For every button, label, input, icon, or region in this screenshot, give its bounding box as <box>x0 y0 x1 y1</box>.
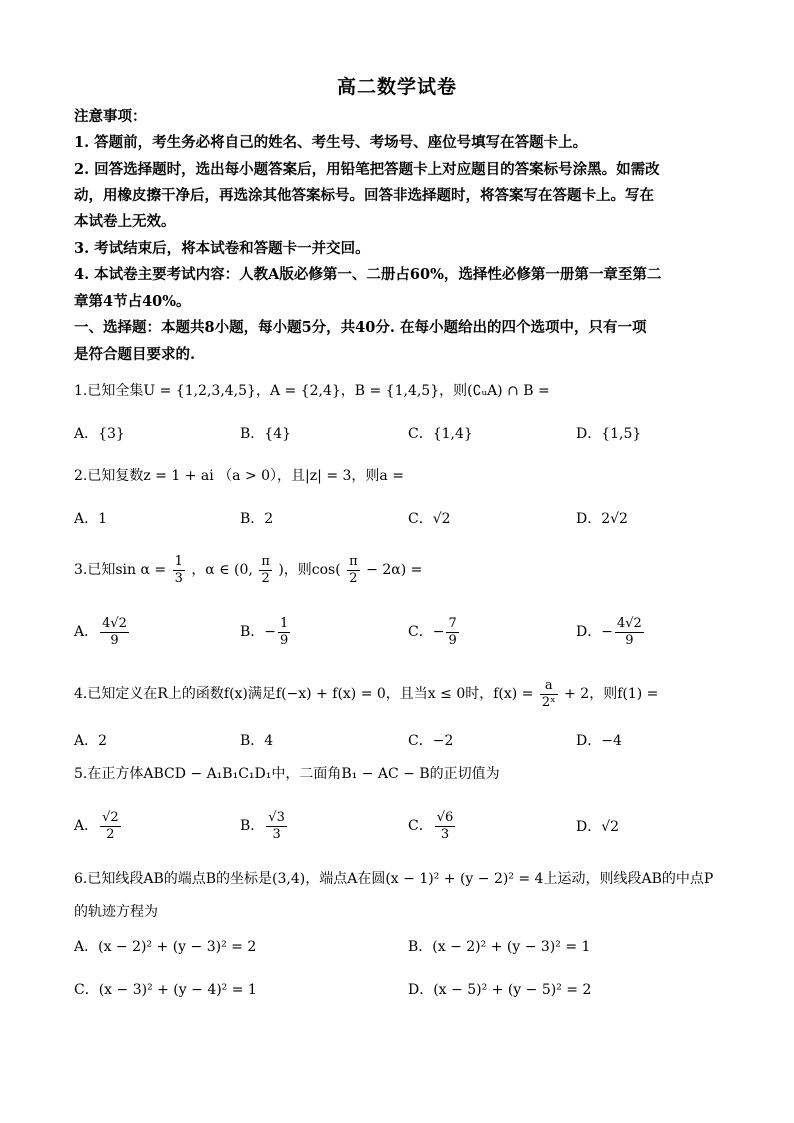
q1-option-c: C．{1,4} <box>408 426 473 442</box>
q2-option-d: D．2√2 <box>576 511 628 527</box>
q5-option-b <box>240 808 289 844</box>
fraction-denominator: 3 <box>440 826 450 842</box>
q4-stem-prefix: 4.已知定义在R上的函数f(x)满足f(−x) + f(x) = 0，且当x ≤ 0时，f(x) = <box>74 686 534 702</box>
fraction-numerator: √3 <box>268 809 285 825</box>
fraction-denominator: 9 <box>110 632 119 648</box>
option-sign: − <box>601 624 613 640</box>
fraction-numerator: √2 <box>102 809 119 825</box>
q2-option-a: A．1 <box>74 511 108 527</box>
section-heading: 一、选择题：本题共8小题，每小题5分，共40分. 在每小题给出的四个选项中，只有一项 <box>74 319 647 336</box>
fraction-numerator: a <box>540 678 558 695</box>
fraction-denominator: 9 <box>625 632 634 648</box>
q3-stem-fraction-2 <box>259 554 272 587</box>
option-label: A． <box>74 818 99 834</box>
option-fraction <box>100 810 121 843</box>
fraction-denominator: 9 <box>280 632 289 648</box>
notice-line: 4. 本试卷主要考试内容：人教A版必修第一、二册占60%，选择性必修第一册第一章至第二 <box>74 266 662 283</box>
q4-option-c: C．−2 <box>408 733 454 749</box>
q4-option-a: A．2 <box>74 733 108 749</box>
q3-stem-mid: ，α ∈ (0, <box>191 562 253 578</box>
question-5-stem: 5.在正方体ABCD − A₁B₁C₁D₁中，二面角B₁ − AC − B的正切值为 <box>74 766 500 782</box>
option-value: √2 <box>601 819 620 835</box>
option-fraction <box>266 810 287 843</box>
question-1-stem: 1.已知全集U = {1,2,3,4,5}，A = {2,4}，B = {1,4,5}，则(∁ᵤA) ∩ B = <box>74 383 550 399</box>
notice-line: 2. 回答选择题时，选出每小题答案后，用铅笔把答题卡上对应题目的答案标号涂黑。如需改 <box>74 161 660 178</box>
question-4-stem <box>74 676 724 712</box>
notice-line: 3. 考试结束后，将本试卷和答题卡一并交回。 <box>74 240 370 257</box>
section-heading-cont: 是符合题目要求的. <box>74 346 196 363</box>
q5-option-d <box>576 816 619 838</box>
fraction-denominator: 3 <box>174 570 183 586</box>
option-label: D． <box>576 819 602 835</box>
notice-line: 1. 答题前，考生务必将自己的姓名、考生号、考场号、座位号填写在答题卡上。 <box>74 134 588 151</box>
option-fraction <box>446 616 458 649</box>
notice-line: 本试卷上无效。 <box>74 213 176 230</box>
fraction-denominator: 2 <box>261 570 270 586</box>
q3-stem-suffix: − 2α) = <box>366 562 423 578</box>
fraction-denominator: 2ˣ <box>541 694 556 710</box>
option-label: C． <box>408 818 433 834</box>
notice-line: 动，用橡皮擦干净后，再选涂其他答案标号。回答非选择题时，将答案写在答题卡上。写在 <box>74 187 654 204</box>
q2-option-c: C．√2 <box>408 511 451 527</box>
fraction-denominator: 9 <box>448 632 457 648</box>
q4-stem-fraction <box>540 678 558 711</box>
option-fraction <box>615 616 644 649</box>
q1-option-a: A．{3} <box>74 426 125 442</box>
fraction-numerator: π <box>349 553 358 569</box>
q6-option-c: C．(x − 3)² + (y − 4)² = 1 <box>74 982 257 998</box>
question-3-stem <box>74 552 724 588</box>
q5-option-a <box>74 808 123 844</box>
q3-option-a <box>74 614 131 650</box>
fraction-numerator: 1 <box>280 615 289 631</box>
option-fraction <box>435 810 456 843</box>
option-fraction <box>100 616 129 649</box>
option-sign: − <box>432 624 445 640</box>
q3-stem-prefix: 3.已知sin α = <box>74 562 167 578</box>
q6-option-a: A．(x − 2)² + (y − 3)² = 2 <box>74 939 257 955</box>
notice-heading: 注意事项： <box>74 108 147 125</box>
q5-option-c <box>408 808 457 844</box>
q3-option-b <box>240 614 292 650</box>
fraction-numerator: π <box>261 553 270 569</box>
option-label: B． <box>240 818 265 834</box>
option-label: C． <box>408 624 433 640</box>
fraction-numerator: 1 <box>174 553 183 569</box>
option-fraction <box>278 616 290 649</box>
q4-option-b: B．4 <box>240 733 274 749</box>
fraction-numerator: 4√2 <box>102 615 127 631</box>
q3-stem-fraction-3 <box>347 554 360 587</box>
fraction-numerator: 4√2 <box>616 615 642 631</box>
notice-line: 章第4节占40%。 <box>74 293 191 310</box>
fraction-denominator: 3 <box>272 826 281 842</box>
page-title: 高二数学试卷 <box>336 76 457 98</box>
option-label: B． <box>240 624 265 640</box>
q1-option-b: B．{4} <box>240 426 292 442</box>
q3-option-d <box>576 614 646 650</box>
option-sign: − <box>264 624 277 640</box>
question-2-stem: 2.已知复数z = 1 + ai （a > 0），且|z| = 3，则a = <box>74 468 404 484</box>
question-6-stem-cont: 的轨迹方程为 <box>74 904 158 920</box>
q3-option-c <box>408 614 461 650</box>
q6-option-d: D．(x − 5)² + (y − 5)² = 2 <box>408 982 592 998</box>
option-label: A． <box>74 624 99 640</box>
question-6-stem: 6.已知线段AB的端点B的坐标是(3,4)，端点A在圆(x − 1)² + (y − 2)² = 4上运动，则线段AB的中点P <box>74 871 714 887</box>
option-label: D． <box>576 624 602 640</box>
fraction-denominator: 2 <box>106 826 115 842</box>
q3-stem-fraction <box>173 554 185 587</box>
q1-option-d: D．{1,5} <box>576 426 642 442</box>
q4-option-d: D．−4 <box>576 733 622 749</box>
q3-stem-mid-2: )，则cos( <box>278 562 341 578</box>
fraction-denominator: 2 <box>349 570 358 586</box>
q4-stem-suffix: + 2，则f(1) = <box>564 686 659 702</box>
fraction-numerator: √6 <box>436 809 454 825</box>
fraction-numerator: 7 <box>448 615 457 631</box>
q2-option-b: B．2 <box>240 511 274 527</box>
q6-option-b: B．(x − 2)² + (y − 3)² = 1 <box>408 939 591 955</box>
